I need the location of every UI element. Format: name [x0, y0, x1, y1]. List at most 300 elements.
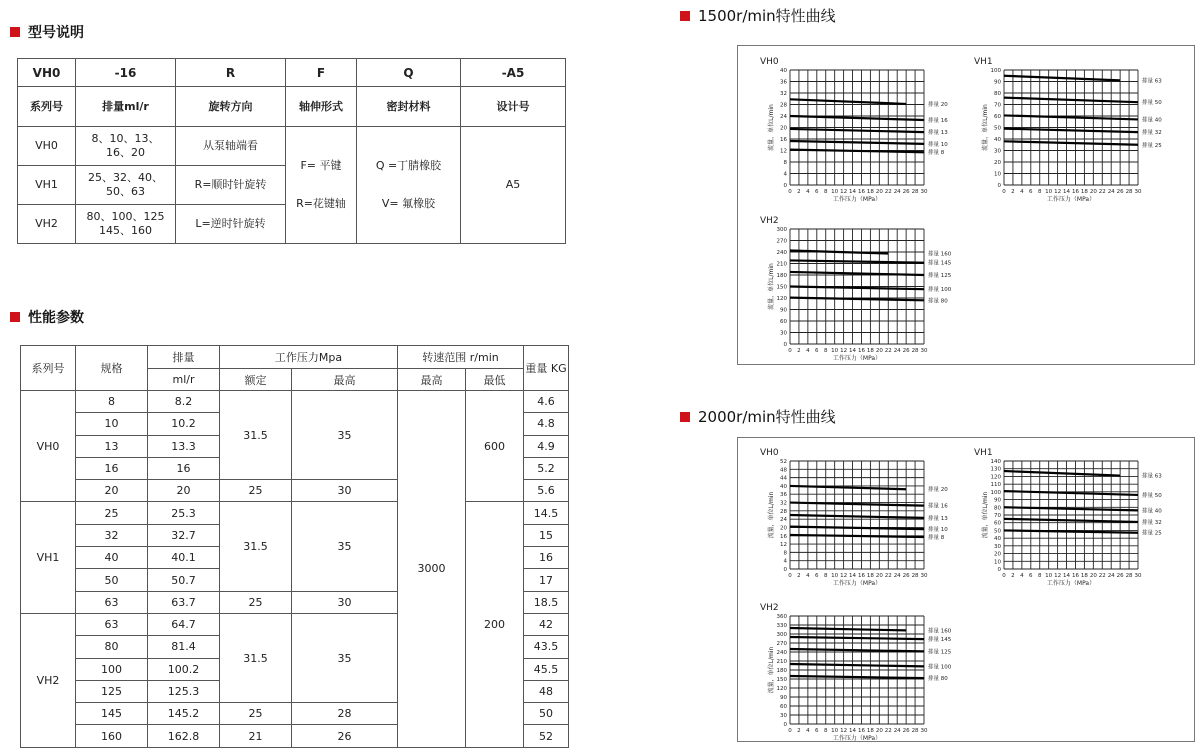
x-tick-label: 4: [1020, 189, 1024, 195]
header-cell: 最低: [466, 369, 524, 391]
x-tick-label: 2: [797, 189, 801, 195]
x-tick-label: 28: [911, 189, 919, 195]
y-tick-label: 28: [780, 508, 787, 515]
spec-cell: 125: [76, 680, 148, 702]
series-cell: VH0: [18, 127, 76, 166]
y-tick-label: 180: [776, 668, 787, 674]
displacement-cell: 25.3: [148, 502, 220, 524]
y-tick-label: 210: [776, 261, 787, 268]
chart-panel-1500: [737, 45, 1195, 365]
x-tick-label: 14: [849, 573, 857, 579]
y-tick-label: 0: [783, 183, 787, 189]
code-cell: R: [176, 59, 286, 87]
x-tick-label: 14: [849, 348, 857, 354]
max-pressure-cell: 28: [292, 703, 398, 725]
x-tick-label: 24: [893, 573, 901, 579]
y-tick-label: 80: [994, 505, 1001, 512]
y-tick-label: 140: [990, 459, 1001, 465]
section-title: 1500r/min特性曲线: [698, 7, 836, 25]
x-tick-label: 28: [1125, 189, 1133, 195]
y-tick-label: 270: [776, 238, 787, 245]
displacement-cell: 100.2: [148, 658, 220, 680]
y-tick-label: 36: [780, 79, 787, 86]
max-pressure-cell: 30: [292, 480, 398, 502]
y-tick-label: 8: [783, 160, 787, 166]
performance-table-body: [21, 391, 569, 748]
series-label: 排量 40: [1142, 508, 1162, 515]
x-tick-label: 8: [1037, 189, 1042, 195]
spec-cell: 8: [76, 391, 148, 413]
chart-vh2: [760, 216, 952, 362]
displacement-cell: 162.8: [148, 725, 220, 747]
header-cell: 工作压力Mpa: [220, 346, 398, 369]
header-cell: 系列号: [21, 346, 76, 391]
series-line: [1004, 98, 1138, 103]
x-axis-label: 工作压力（MPa）: [832, 196, 882, 203]
red-square-icon: [10, 312, 20, 322]
rated-pressure-cell: 25: [220, 591, 292, 613]
series-label: 排量 125: [928, 273, 952, 279]
x-tick-label: 24: [1107, 573, 1115, 579]
x-tick-label: 14: [849, 189, 857, 195]
displacement-cell: [76, 127, 176, 166]
x-tick-label: 12: [840, 348, 848, 354]
series-label: 排量 145: [928, 260, 952, 267]
series-label: 排量 25: [1142, 530, 1162, 537]
table-row: [21, 502, 569, 524]
y-axis-label: 流量，单位L/min: [982, 104, 989, 151]
x-tick-label: 6: [815, 573, 819, 579]
x-tick-label: 24: [893, 348, 901, 354]
series-line: [790, 664, 924, 666]
x-tick-label: 26: [902, 348, 910, 354]
displacement-cell: 20: [148, 480, 220, 502]
y-tick-label: 12: [780, 148, 787, 155]
y-tick-label: 0: [783, 342, 787, 348]
rated-pressure-cell: 25: [220, 703, 292, 725]
y-tick-label: 240: [776, 250, 787, 256]
series-label: 排量 160: [928, 251, 952, 258]
y-tick-label: 70: [994, 513, 1001, 519]
spec-cell: 80: [76, 636, 148, 658]
red-square-icon: [680, 11, 690, 21]
x-tick-label: 22: [1098, 189, 1106, 195]
x-tick-label: 26: [1116, 189, 1124, 195]
spec-cell: 13: [76, 435, 148, 457]
rated-pressure-cell: 31.5: [220, 502, 292, 591]
x-tick-label: 14: [849, 728, 857, 734]
code-cell: Q: [357, 59, 461, 87]
y-tick-label: 30: [780, 713, 787, 719]
x-tick-label: 2: [797, 348, 801, 354]
x-tick-label: 4: [1020, 573, 1024, 579]
header-cell: 排量ml/r: [76, 87, 176, 127]
x-tick-label: 8: [1037, 573, 1042, 579]
chart-vh0: [760, 57, 948, 203]
x-tick-label: 12: [840, 728, 848, 734]
series-line: [790, 116, 924, 120]
x-tick-label: 18: [866, 573, 874, 579]
x-tick-label: 26: [902, 573, 910, 579]
x-tick-label: 14: [1063, 189, 1071, 195]
weight-cell: 48: [524, 680, 569, 702]
series-label: 排量 8: [928, 535, 945, 542]
weight-cell: 4.8: [524, 413, 569, 435]
x-tick-label: 4: [806, 189, 810, 195]
x-tick-label: 8: [823, 348, 828, 354]
series-cell: VH2: [21, 613, 76, 747]
x-tick-label: 22: [884, 189, 892, 195]
series-line: [790, 141, 924, 144]
series-line: [790, 250, 888, 253]
shaft-option: R=花键轴: [296, 197, 346, 210]
spec-cell: 20: [76, 480, 148, 502]
max-pressure-cell: 35: [292, 502, 398, 591]
weight-cell: 52: [524, 725, 569, 747]
weight-cell: 15: [524, 524, 569, 546]
y-tick-label: 52: [780, 459, 787, 465]
header-cell: 最高: [292, 369, 398, 391]
shaft-cell: [286, 127, 357, 244]
y-tick-label: 48: [780, 467, 787, 474]
x-tick-label: 4: [806, 728, 810, 734]
x-tick-label: 30: [920, 728, 928, 734]
x-tick-label: 16: [1071, 189, 1079, 195]
x-tick-label: 2: [797, 573, 801, 579]
weight-cell: 4.9: [524, 435, 569, 457]
section-curve1500-header: [680, 5, 836, 26]
displacement-cell: 64.7: [148, 613, 220, 635]
x-tick-label: 22: [1098, 573, 1106, 579]
disp-line: 80、100、125: [86, 210, 165, 223]
y-tick-label: 36: [780, 492, 787, 499]
y-tick-label: 210: [776, 659, 787, 665]
code-cell: -A5: [461, 59, 566, 87]
series-line: [790, 637, 924, 639]
y-axis-label: 流量，单位L/min: [768, 646, 775, 694]
y-tick-label: 0: [783, 567, 787, 573]
displacement-cell: 32.7: [148, 524, 220, 546]
x-tick-label: 18: [1080, 573, 1088, 579]
x-tick-label: 20: [875, 189, 883, 195]
y-tick-label: 40: [994, 137, 1001, 143]
x-tick-label: 10: [1045, 189, 1053, 195]
section-perf-header: [10, 307, 84, 327]
y-tick-label: 44: [780, 475, 787, 482]
y-tick-label: 120: [990, 474, 1001, 481]
y-tick-label: 12: [780, 542, 787, 549]
series-label: 排量 145: [928, 637, 952, 644]
x-tick-label: 20: [875, 573, 883, 579]
series-label: 排量 125: [928, 649, 952, 656]
y-tick-label: 40: [780, 483, 787, 490]
y-tick-label: 24: [780, 517, 787, 524]
series-line: [790, 676, 924, 678]
y-axis-label: 流量，单位L/min: [768, 263, 775, 310]
x-tick-label: 20: [875, 728, 883, 734]
weight-cell: 5.2: [524, 457, 569, 479]
y-axis-label: 流量，单位L/min: [768, 491, 775, 539]
disp-line: 145、160: [99, 224, 152, 237]
x-tick-label: 24: [1107, 189, 1115, 195]
spec-cell: 25: [76, 502, 148, 524]
displacement-cell: 13.3: [148, 435, 220, 457]
y-tick-label: 10: [994, 171, 1001, 178]
spec-cell: 10: [76, 413, 148, 435]
x-tick-label: 12: [840, 573, 848, 579]
x-tick-label: 2: [1011, 189, 1015, 195]
code-cell: VH0: [18, 59, 76, 87]
x-tick-label: 30: [1134, 189, 1142, 195]
y-tick-label: 180: [776, 273, 787, 279]
x-tick-label: 20: [1089, 189, 1097, 195]
x-tick-label: 10: [831, 728, 839, 734]
header-cell: 最高: [398, 369, 466, 391]
chart-title: VH1: [974, 57, 993, 67]
y-tick-label: 90: [994, 79, 1001, 86]
weight-cell: 17: [524, 569, 569, 591]
code-cell: -16: [76, 59, 176, 87]
spec-cell: 63: [76, 613, 148, 635]
x-tick-label: 10: [831, 573, 839, 579]
header-cell: 旋转方向: [176, 87, 286, 127]
displacement-cell: 81.4: [148, 636, 220, 658]
weight-cell: 42: [524, 613, 569, 635]
chart-2000-svg: [738, 438, 1194, 741]
max-pressure-cell: 30: [292, 591, 398, 613]
series-label: 排量 32: [1142, 519, 1162, 526]
table-row: [21, 391, 569, 413]
seal-cell: [357, 127, 461, 244]
series-line: [790, 129, 924, 132]
displacement-cell: 125.3: [148, 680, 220, 702]
series-label: 排量 63: [1142, 473, 1162, 480]
y-tick-label: 150: [776, 284, 787, 291]
series-cell: VH2: [18, 205, 76, 244]
chart-vh1: [974, 57, 1162, 203]
shaft-option: F= 平键: [300, 159, 342, 172]
series-line: [1004, 519, 1138, 522]
x-tick-label: 26: [902, 728, 910, 734]
x-tick-label: 16: [857, 189, 865, 195]
x-tick-label: 18: [866, 728, 874, 734]
spec-cell: 160: [76, 725, 148, 747]
x-tick-label: 18: [866, 189, 874, 195]
seal-option: Q =丁腈橡胶: [375, 159, 442, 172]
series-line: [1004, 141, 1138, 144]
series-line: [790, 515, 924, 518]
series-label: 排量 25: [1142, 142, 1162, 149]
x-tick-label: 18: [1080, 189, 1088, 195]
section-curve2000-header: [680, 406, 836, 427]
y-tick-label: 240: [776, 650, 787, 656]
x-tick-label: 28: [911, 728, 919, 734]
weight-cell: 18.5: [524, 591, 569, 613]
chart-title: VH2: [760, 216, 779, 226]
design-cell: A5: [461, 127, 566, 244]
displacement-cell: 8.2: [148, 391, 220, 413]
series-cell: VH0: [21, 391, 76, 502]
y-tick-label: 0: [783, 722, 787, 728]
x-tick-label: 10: [831, 348, 839, 354]
spec-cell: 145: [76, 703, 148, 725]
x-tick-label: 28: [911, 573, 919, 579]
displacement-cell: [76, 205, 176, 244]
displacement-cell: [76, 166, 176, 205]
rated-pressure-cell: 25: [220, 480, 292, 502]
y-tick-label: 60: [994, 114, 1001, 120]
rotation-cell: R=顺时针旋转: [176, 166, 286, 205]
series-line: [790, 503, 924, 506]
y-tick-label: 80: [994, 91, 1001, 97]
weight-cell: 14.5: [524, 502, 569, 524]
series-label: 排量 80: [928, 676, 948, 683]
disp-line: 25、32、40、: [88, 171, 163, 184]
weight-cell: 16: [524, 547, 569, 569]
header-cell: 设计号: [461, 87, 566, 127]
x-tick-label: 16: [857, 348, 865, 354]
series-label: 排量 13: [928, 515, 948, 522]
chart-title: VH2: [760, 603, 779, 613]
chart-1500-svg: [738, 46, 1194, 364]
y-tick-label: 90: [780, 307, 787, 314]
weight-cell: 45.5: [524, 658, 569, 680]
y-axis-label: 流量，单位L/min: [768, 104, 775, 151]
header-cell: 规格: [76, 346, 148, 391]
x-tick-label: 30: [920, 189, 928, 195]
y-tick-label: 270: [776, 641, 787, 647]
header-cell: 额定: [220, 369, 292, 391]
x-tick-label: 28: [911, 348, 919, 354]
series-label: 排量 50: [1142, 100, 1162, 107]
series-line: [1004, 507, 1138, 510]
y-tick-label: 130: [990, 466, 1001, 473]
series-line: [790, 527, 924, 529]
chart-vh2: [760, 603, 952, 741]
chart-title: VH0: [760, 57, 779, 67]
displacement-cell: 40.1: [148, 547, 220, 569]
y-tick-label: 300: [776, 227, 787, 233]
performance-table: [20, 345, 569, 748]
x-tick-label: 12: [1054, 189, 1062, 195]
series-label: 排量 100: [928, 664, 952, 671]
weight-cell: 4.6: [524, 391, 569, 413]
rotation-cell: 从泵轴端看: [176, 127, 286, 166]
series-label: 排量 20: [928, 101, 948, 108]
x-tick-label: 20: [1089, 573, 1097, 579]
y-tick-label: 28: [780, 102, 787, 109]
weight-cell: 50: [524, 703, 569, 725]
header-cell: 系列号: [18, 87, 76, 127]
x-tick-label: 0: [1002, 189, 1006, 195]
model-table: [17, 58, 566, 244]
x-tick-label: 28: [1125, 573, 1133, 579]
y-tick-label: 60: [994, 520, 1001, 527]
y-tick-label: 70: [994, 102, 1001, 109]
header-cell: 排量: [148, 346, 220, 369]
spec-cell: 100: [76, 658, 148, 680]
x-tick-label: 0: [788, 348, 792, 354]
x-tick-label: 22: [884, 728, 892, 734]
max-pressure-cell: 26: [292, 725, 398, 747]
y-tick-label: 30: [994, 543, 1001, 550]
x-tick-label: 4: [806, 348, 810, 354]
series-label: 排量 10: [928, 141, 948, 148]
x-tick-label: 6: [815, 189, 819, 195]
disp-line: 16、20: [106, 146, 145, 159]
y-tick-label: 30: [994, 148, 1001, 155]
y-tick-label: 24: [780, 114, 787, 120]
spec-cell: 40: [76, 547, 148, 569]
series-label: 排量 63: [1142, 78, 1162, 85]
x-tick-label: 16: [857, 728, 865, 734]
x-tick-label: 26: [1116, 573, 1124, 579]
speed-min-cell: 200: [466, 502, 524, 747]
x-tick-label: 2: [1011, 573, 1015, 579]
x-tick-label: 8: [823, 573, 828, 579]
x-tick-label: 6: [1029, 189, 1033, 195]
x-tick-label: 24: [893, 728, 901, 734]
speed-min-cell: 600: [466, 391, 524, 502]
speed-max-cell: 3000: [398, 391, 466, 748]
rotation-cell: L=逆时针旋转: [176, 205, 286, 244]
y-tick-label: 0: [997, 567, 1001, 573]
weight-cell: 5.6: [524, 480, 569, 502]
series-line: [790, 272, 924, 275]
header-cell: 密封材料: [357, 87, 461, 127]
max-pressure-cell: 35: [292, 613, 398, 702]
series-label: 排量 100: [928, 287, 952, 294]
series-line: [790, 649, 924, 651]
x-tick-label: 0: [788, 573, 792, 579]
y-tick-label: 8: [783, 550, 787, 557]
y-tick-label: 90: [780, 695, 787, 701]
header-cell: 轴伸形式: [286, 87, 357, 127]
x-tick-label: 0: [1002, 573, 1006, 579]
x-tick-label: 24: [893, 189, 901, 195]
x-tick-label: 10: [831, 189, 839, 195]
y-tick-label: 20: [780, 525, 787, 532]
series-label: 排量 16: [928, 118, 948, 125]
red-square-icon: [680, 412, 690, 422]
y-tick-label: 150: [776, 677, 787, 683]
y-tick-label: 330: [776, 623, 787, 629]
x-tick-label: 18: [866, 348, 874, 354]
x-tick-label: 6: [815, 728, 819, 734]
y-tick-label: 16: [780, 533, 787, 540]
section-title: 2000r/min特性曲线: [698, 408, 836, 426]
section-model-header: [10, 22, 84, 42]
series-label: 排量 160: [928, 628, 952, 635]
x-tick-label: 6: [1029, 573, 1033, 579]
y-tick-label: 10: [994, 559, 1001, 566]
y-tick-label: 50: [994, 125, 1001, 132]
y-tick-label: 30: [780, 330, 787, 337]
rated-pressure-cell: 31.5: [220, 613, 292, 702]
series-line: [1004, 129, 1138, 132]
series-label: 排量 20: [928, 487, 948, 494]
y-tick-label: 360: [776, 614, 787, 620]
y-tick-label: 4: [783, 558, 787, 565]
series-line: [790, 535, 924, 537]
x-tick-label: 0: [788, 189, 792, 195]
chart-title: VH0: [760, 448, 779, 458]
x-axis-label: 工作压力（MPa）: [832, 355, 882, 362]
x-axis-label: 工作压力（MPa）: [832, 580, 882, 587]
series-label: 排量 10: [928, 527, 948, 534]
series-label: 排量 40: [1142, 117, 1162, 124]
displacement-cell: 16: [148, 457, 220, 479]
